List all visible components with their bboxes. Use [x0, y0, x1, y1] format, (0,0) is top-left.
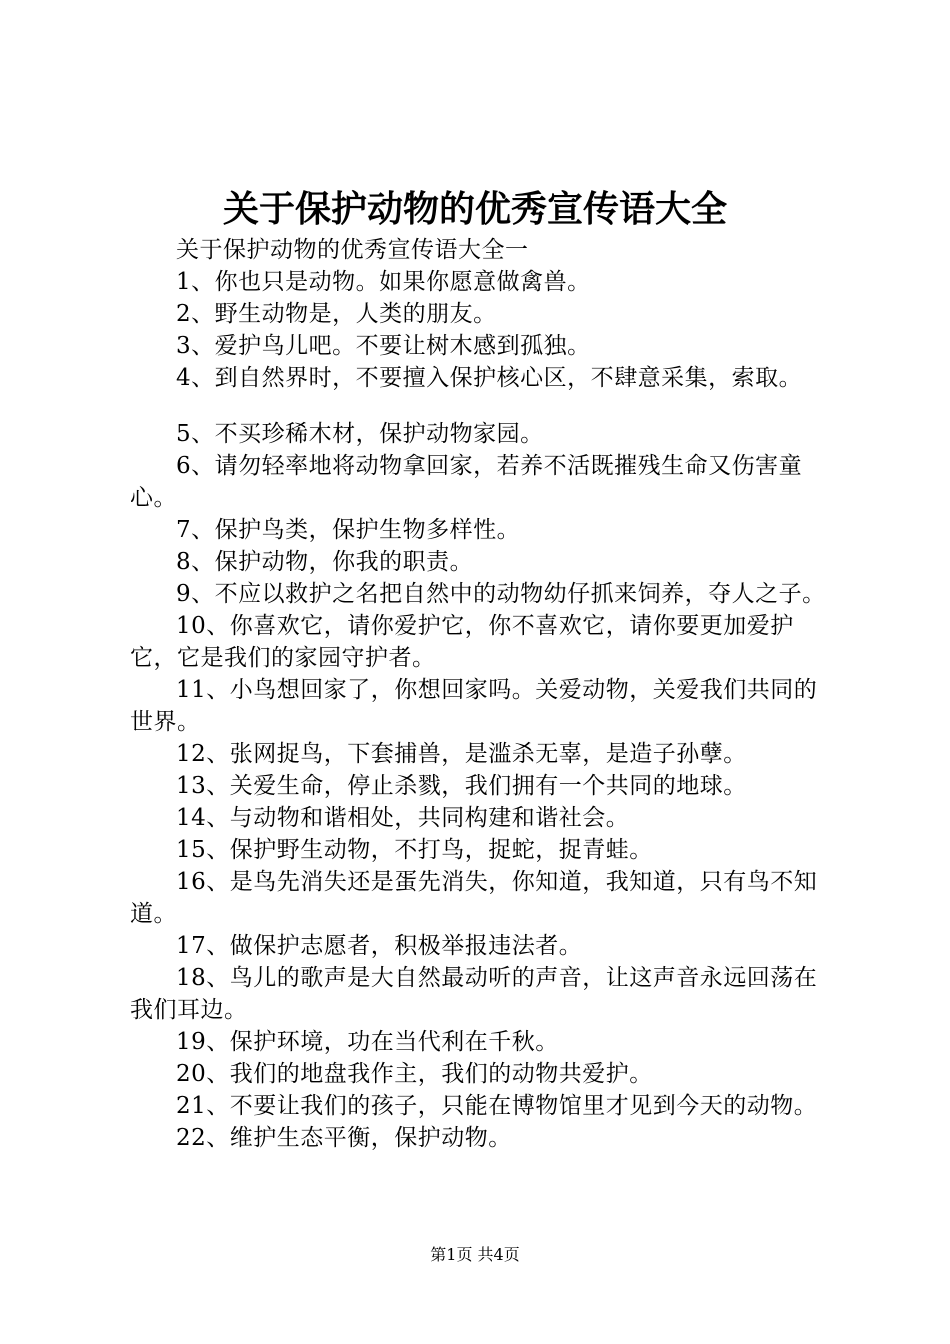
slogan-item: 17、做保护志愿者，积极举报违法者。	[176, 933, 583, 959]
paragraph-intro: 关于保护动物的优秀宣传语大全一	[176, 237, 529, 263]
slogan-item: 5、不买珍稀木材，保护动物家园。	[176, 421, 544, 447]
slogan-item: 15、保护野生动物，不打鸟，捉蛇，捉青蛙。	[176, 837, 653, 863]
slogan-item: 18、鸟儿的歌声是大自然最动听的声音，让这声音永远回荡在我们耳边。	[130, 965, 818, 1023]
slogan-item: 4、到自然界时，不要擅入保护核心区，不肆意采集，索取。	[176, 365, 803, 391]
slogan-item: 20、我们的地盘我作主，我们的动物共爱护。	[176, 1061, 653, 1087]
document-body	[130, 234, 838, 1154]
slogan-item: 16、是鸟先消失还是蛋先消失，你知道，我知道，只有鸟不知道。	[130, 869, 818, 927]
slogan-item: 3、爱护鸟儿吧。不要让树木感到孤独。	[176, 333, 591, 359]
slogan-item: 8、保护动物，你我的职责。	[176, 549, 474, 575]
slogan-item: 1、你也只是动物。如果你愿意做禽兽。	[176, 269, 591, 295]
slogan-item: 12、张网捉鸟，下套捕兽，是滥杀无辜，是造子孙孽。	[176, 741, 747, 767]
slogan-item: 7、保护鸟类，保护生物多样性。	[176, 517, 521, 543]
slogan-item: 9、不应以救护之名把自然中的动物幼仔抓来饲养，夺人之子。	[176, 581, 826, 607]
slogan-item: 10、你喜欢它，请你爱护它，你不喜欢它，请你要更加爱护它，它是我们的家园守护者。	[130, 613, 794, 671]
slogan-item: 2、野生动物是，人类的朋友。	[176, 301, 497, 327]
slogan-item: 13、关爱生命，停止杀戮，我们拥有一个共同的地球。	[176, 773, 747, 799]
slogan-item: 14、与动物和谐相处，共同构建和谐社会。	[176, 805, 630, 831]
slogan-item: 6、请勿轻率地将动物拿回家，若养不活既摧残生命又伤害童心。	[130, 453, 803, 511]
page-title: 关于保护动物的优秀宣传语大全	[222, 189, 727, 230]
page-footer: 第1页 共4页	[430, 1245, 520, 1264]
slogan-item: 19、保护环境，功在当代利在千秋。	[176, 1029, 559, 1055]
slogan-item: 22、维护生态平衡，保护动物。	[176, 1125, 512, 1151]
slogan-item: 21、不要让我们的孩子，只能在博物馆里才见到今天的动物。	[176, 1093, 818, 1119]
slogan-item: 11、小鸟想回家了，你想回家吗。关爱动物，关爱我们共同的世界。	[130, 677, 818, 735]
